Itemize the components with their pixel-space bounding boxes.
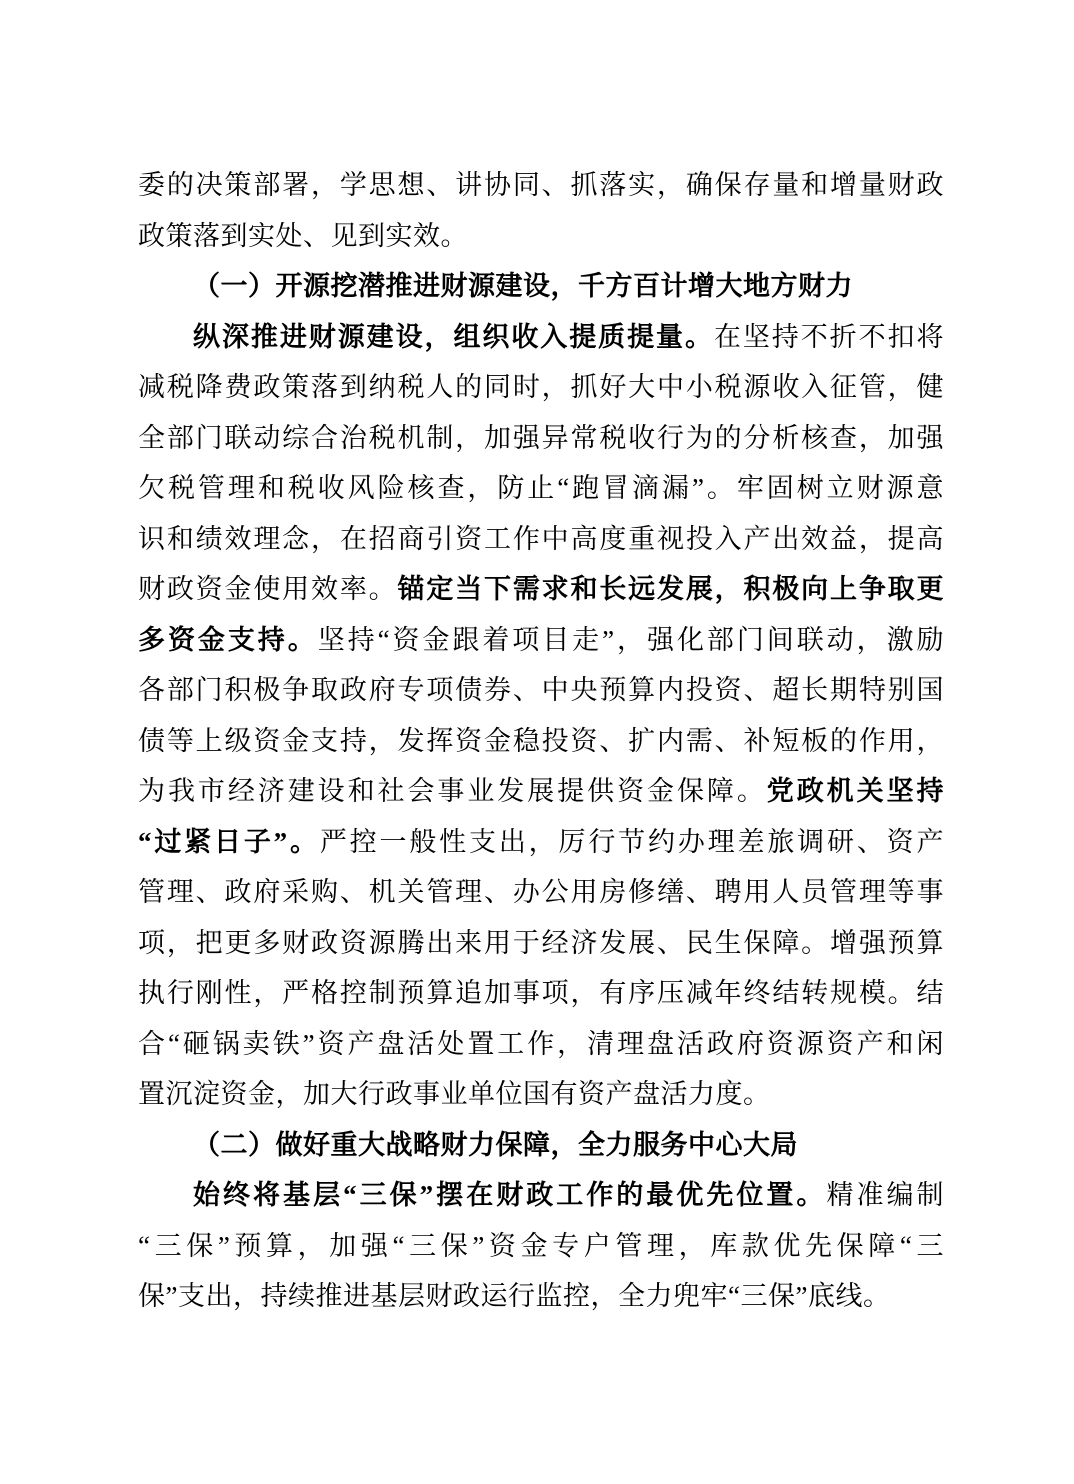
text-line (138, 918, 944, 969)
section-heading (138, 261, 944, 312)
text-line (138, 463, 944, 514)
text-segment-bold: （二）做好重大战略财力保障，全力服务中心大局 (193, 1129, 798, 1160)
text-line (138, 312, 944, 363)
text-segment-bold: 锚定当下需求和长远发展，积极向上争取更 (397, 574, 944, 604)
text-segment: 项，把更多财政资源腾出来用于经济发展、民生保障。增强预算 (138, 927, 944, 958)
text-segment: 为我市经济建设和社会事业发展提供资金保障。 (138, 776, 767, 806)
text-segment: 坚持“资金跟着项目走”，强化部门间联动，激励 (317, 624, 944, 655)
text-line (138, 160, 944, 211)
text-segment-bold: “过紧日子”。 (138, 826, 320, 857)
text-segment: 保”支出，持续推进基层财政运行监控，全力兜牢“三保”底线。 (138, 1281, 891, 1311)
text-segment-bold: 纵深推进财源建设，组织收入提质提量。 (193, 321, 714, 352)
text-segment: 精准编制 (826, 1180, 944, 1210)
text-line (138, 1271, 944, 1322)
text-segment-bold: 始终将基层“三保”摆在财政工作的最优先位置。 (193, 1180, 827, 1210)
text-segment-bold: （一）开源挖潜推进财源建设，千方百计增大地方财力 (193, 271, 853, 301)
text-line (138, 817, 944, 868)
text-segment: 欠税管理和税收风险核查，防止“跑冒滴漏”。牢固树立财源意 (138, 473, 944, 503)
text-line (138, 968, 944, 1019)
text-segment: 在坚持不折不扣将 (713, 321, 944, 352)
text-segment-bold: 多资金支持。 (138, 624, 318, 655)
text-segment: 合“砸锅卖铁”资产盘活处置工作，清理盘活政府资源资产和闲 (138, 1028, 944, 1059)
text-line (138, 615, 944, 666)
document-body (138, 160, 944, 1322)
text-segment-bold: 党政机关坚持 (766, 776, 944, 806)
text-segment: 全部门联动综合治税机制，加强异常税收行为的分析核查，加强 (138, 422, 944, 453)
text-line (138, 665, 944, 716)
text-line (138, 1170, 944, 1221)
text-segment: 政策落到实处、见到实效。 (138, 220, 468, 251)
text-line (138, 1069, 944, 1120)
text-line (138, 716, 944, 767)
text-line (138, 514, 944, 565)
text-segment: 债等上级资金支持，发挥资金稳投资、扩内需、补短板的作用， (138, 725, 944, 756)
text-segment: 减税降费政策落到纳税人的同时，抓好大中小税源收入征管，健 (138, 372, 944, 402)
text-line (138, 867, 944, 918)
text-segment: 执行刚性，严格控制预算追加事项，有序压减年终结转规模。结 (138, 978, 944, 1008)
text-segment: 置沉淀资金，加大行政事业单位国有资产盘活力度。 (138, 1079, 771, 1109)
text-line (138, 1019, 944, 1070)
section-heading (138, 1120, 944, 1171)
text-segment: 委的决策部署，学思想、讲协同、抓落实，确保存量和增量财政 (138, 170, 944, 200)
text-segment: 识和绩效理念，在招商引资工作中高度重视投入产出效益，提高 (138, 523, 944, 554)
text-segment: 严控一般性支出，厉行节约办理差旅调研、资产 (319, 826, 944, 857)
text-segment: 财政资金使用效率。 (138, 574, 398, 604)
text-line (138, 413, 944, 464)
text-line (138, 1221, 944, 1272)
text-line (138, 362, 944, 413)
text-segment: 管理、政府采购、机关管理、办公用房修缮、聘用人员管理等事 (138, 877, 944, 907)
text-line (138, 564, 944, 615)
text-line (138, 766, 944, 817)
text-segment: 各部门积极争取政府专项债券、中央预算内投资、超长期特别国 (138, 675, 944, 705)
text-line (138, 211, 944, 262)
text-segment: “三保”预算，加强“三保”资金专户管理，库款优先保障“三 (138, 1230, 944, 1261)
